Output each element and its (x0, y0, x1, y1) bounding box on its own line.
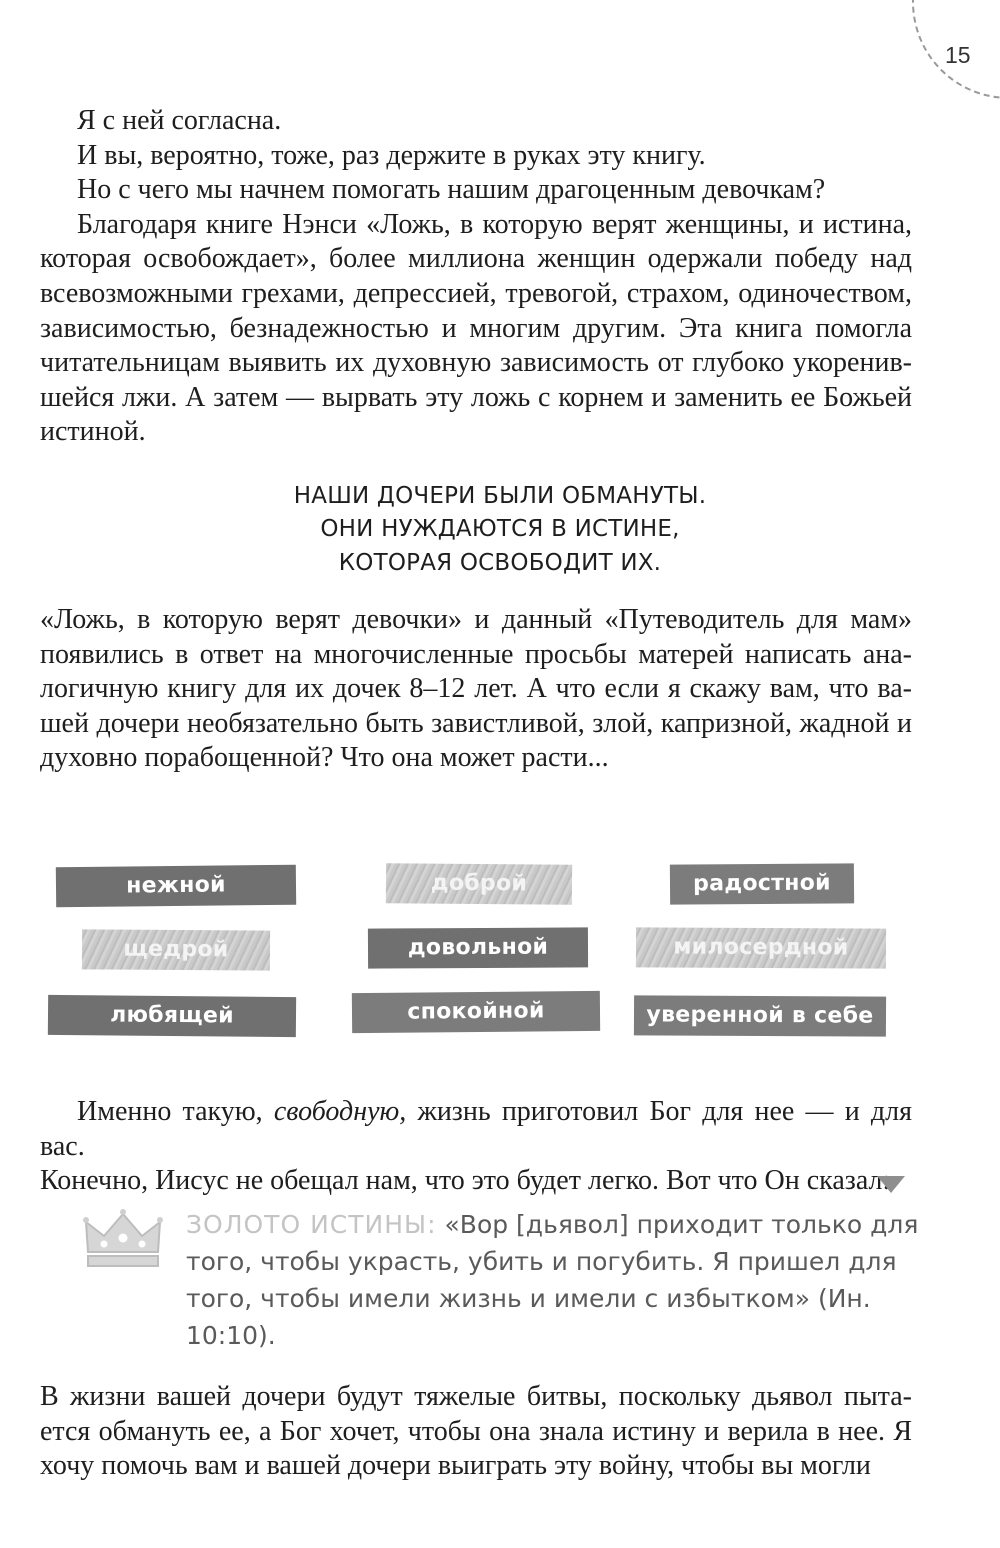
tag-content: довольной (368, 927, 588, 968)
triangle-marker-icon (877, 1176, 905, 1193)
tag-confident: уверенной в себе (634, 995, 886, 1036)
truth-quote (186, 1206, 926, 1354)
lead-in-text (40, 1095, 912, 1199)
intro-text (40, 104, 912, 450)
middle-text (40, 603, 912, 776)
tag-merciful: милосердной (636, 927, 886, 968)
pull-quote (200, 480, 800, 580)
tag-calm: спокойной (352, 991, 600, 1033)
page-number: 15 (945, 42, 971, 68)
crown-icon (82, 1208, 164, 1272)
paragraph-8: В жизни вашей дочери будут тяжелые битвы, поскольку дьявол пытается обмануть ее, а Бог хочет, чтобы она знала истину и верила в нее. Я хочу помочь вам и вашей дочери выиграть эту войну, чтобы вы могли (40, 1381, 912, 1482)
paragraph-1: Я с ней согласна. (77, 105, 282, 136)
paragraph-7: Конечно, Иисус не обещал нам, что это будет легко. Вот что Он сказал: (40, 1165, 891, 1197)
paragraph-3: Но с чего мы начнем помогать нашим драгоценным девочкам? (77, 174, 826, 206)
tag-generous: щедрой (82, 929, 270, 970)
paragraph-4: Благодаря книге Нэнси «Ложь, в которую верят женщины, и истина, которая освобождает», более миллиона женщин одержали победу над всевозможными грехами, депрессией, тревогой, страхом, одиночеством, зависимостью, безнадежностью и многим другим. Эта книга помогла читательницам выявить их духовную зависимость от глубоко укоренившейся лжи. А затем — вырвать эту ложь с корнем и заменить ее Божьей истиной. (40, 208, 912, 448)
pull-quote-line-2: ОНИ НУЖДАЮТСЯ В ИСТИНЕ, (320, 516, 680, 543)
closing-text (40, 1380, 912, 1484)
truth-quote-label: ЗОЛОТО ИСТИНЫ: (186, 1210, 437, 1239)
pull-quote-line-3: КОТОРАЯ ОСВОБОДИТ ИХ. (338, 549, 662, 576)
paragraph-6 (40, 1095, 912, 1164)
tag-gentle: нежной (56, 865, 296, 908)
paragraph-6-end: жизнь приготовил Бог для нее — и для вас. (40, 1096, 912, 1162)
paragraph-5: «Ложь, в которую верят девочки» и данный «Путеводитель для мам» появились в ответ на многочисленные просьбы матерей написать аналогичную книгу для их дочек 8–12 лет. А что если я скажу вам, что вашей дочери необязательно быть завистливой, злой, капризной, жадной и духовно порабощенной? Что она может расти... (40, 604, 912, 774)
tag-kind: доброй (386, 863, 572, 905)
paragraph-2: И вы, вероятно, тоже, раз держите в руках эту книгу. (77, 139, 706, 171)
tag-loving: любящей (48, 995, 296, 1037)
truth-quote-text: «Вор [дьявол] приходит только для того, чтобы украсть, убить и погубить. Я пришел для того, чтобы имели жизнь и имели с избытком» (Ин. 10:10). (186, 1210, 919, 1350)
paragraph-6-start: Именно такую, (77, 1096, 274, 1127)
paragraph-6-emphasis: свободную, (273, 1096, 407, 1127)
pull-quote-line-1: НАШИ ДОЧЕРИ БЫЛИ ОБМАНУТЫ. (293, 483, 707, 509)
tag-joyful: радостной (670, 863, 854, 904)
